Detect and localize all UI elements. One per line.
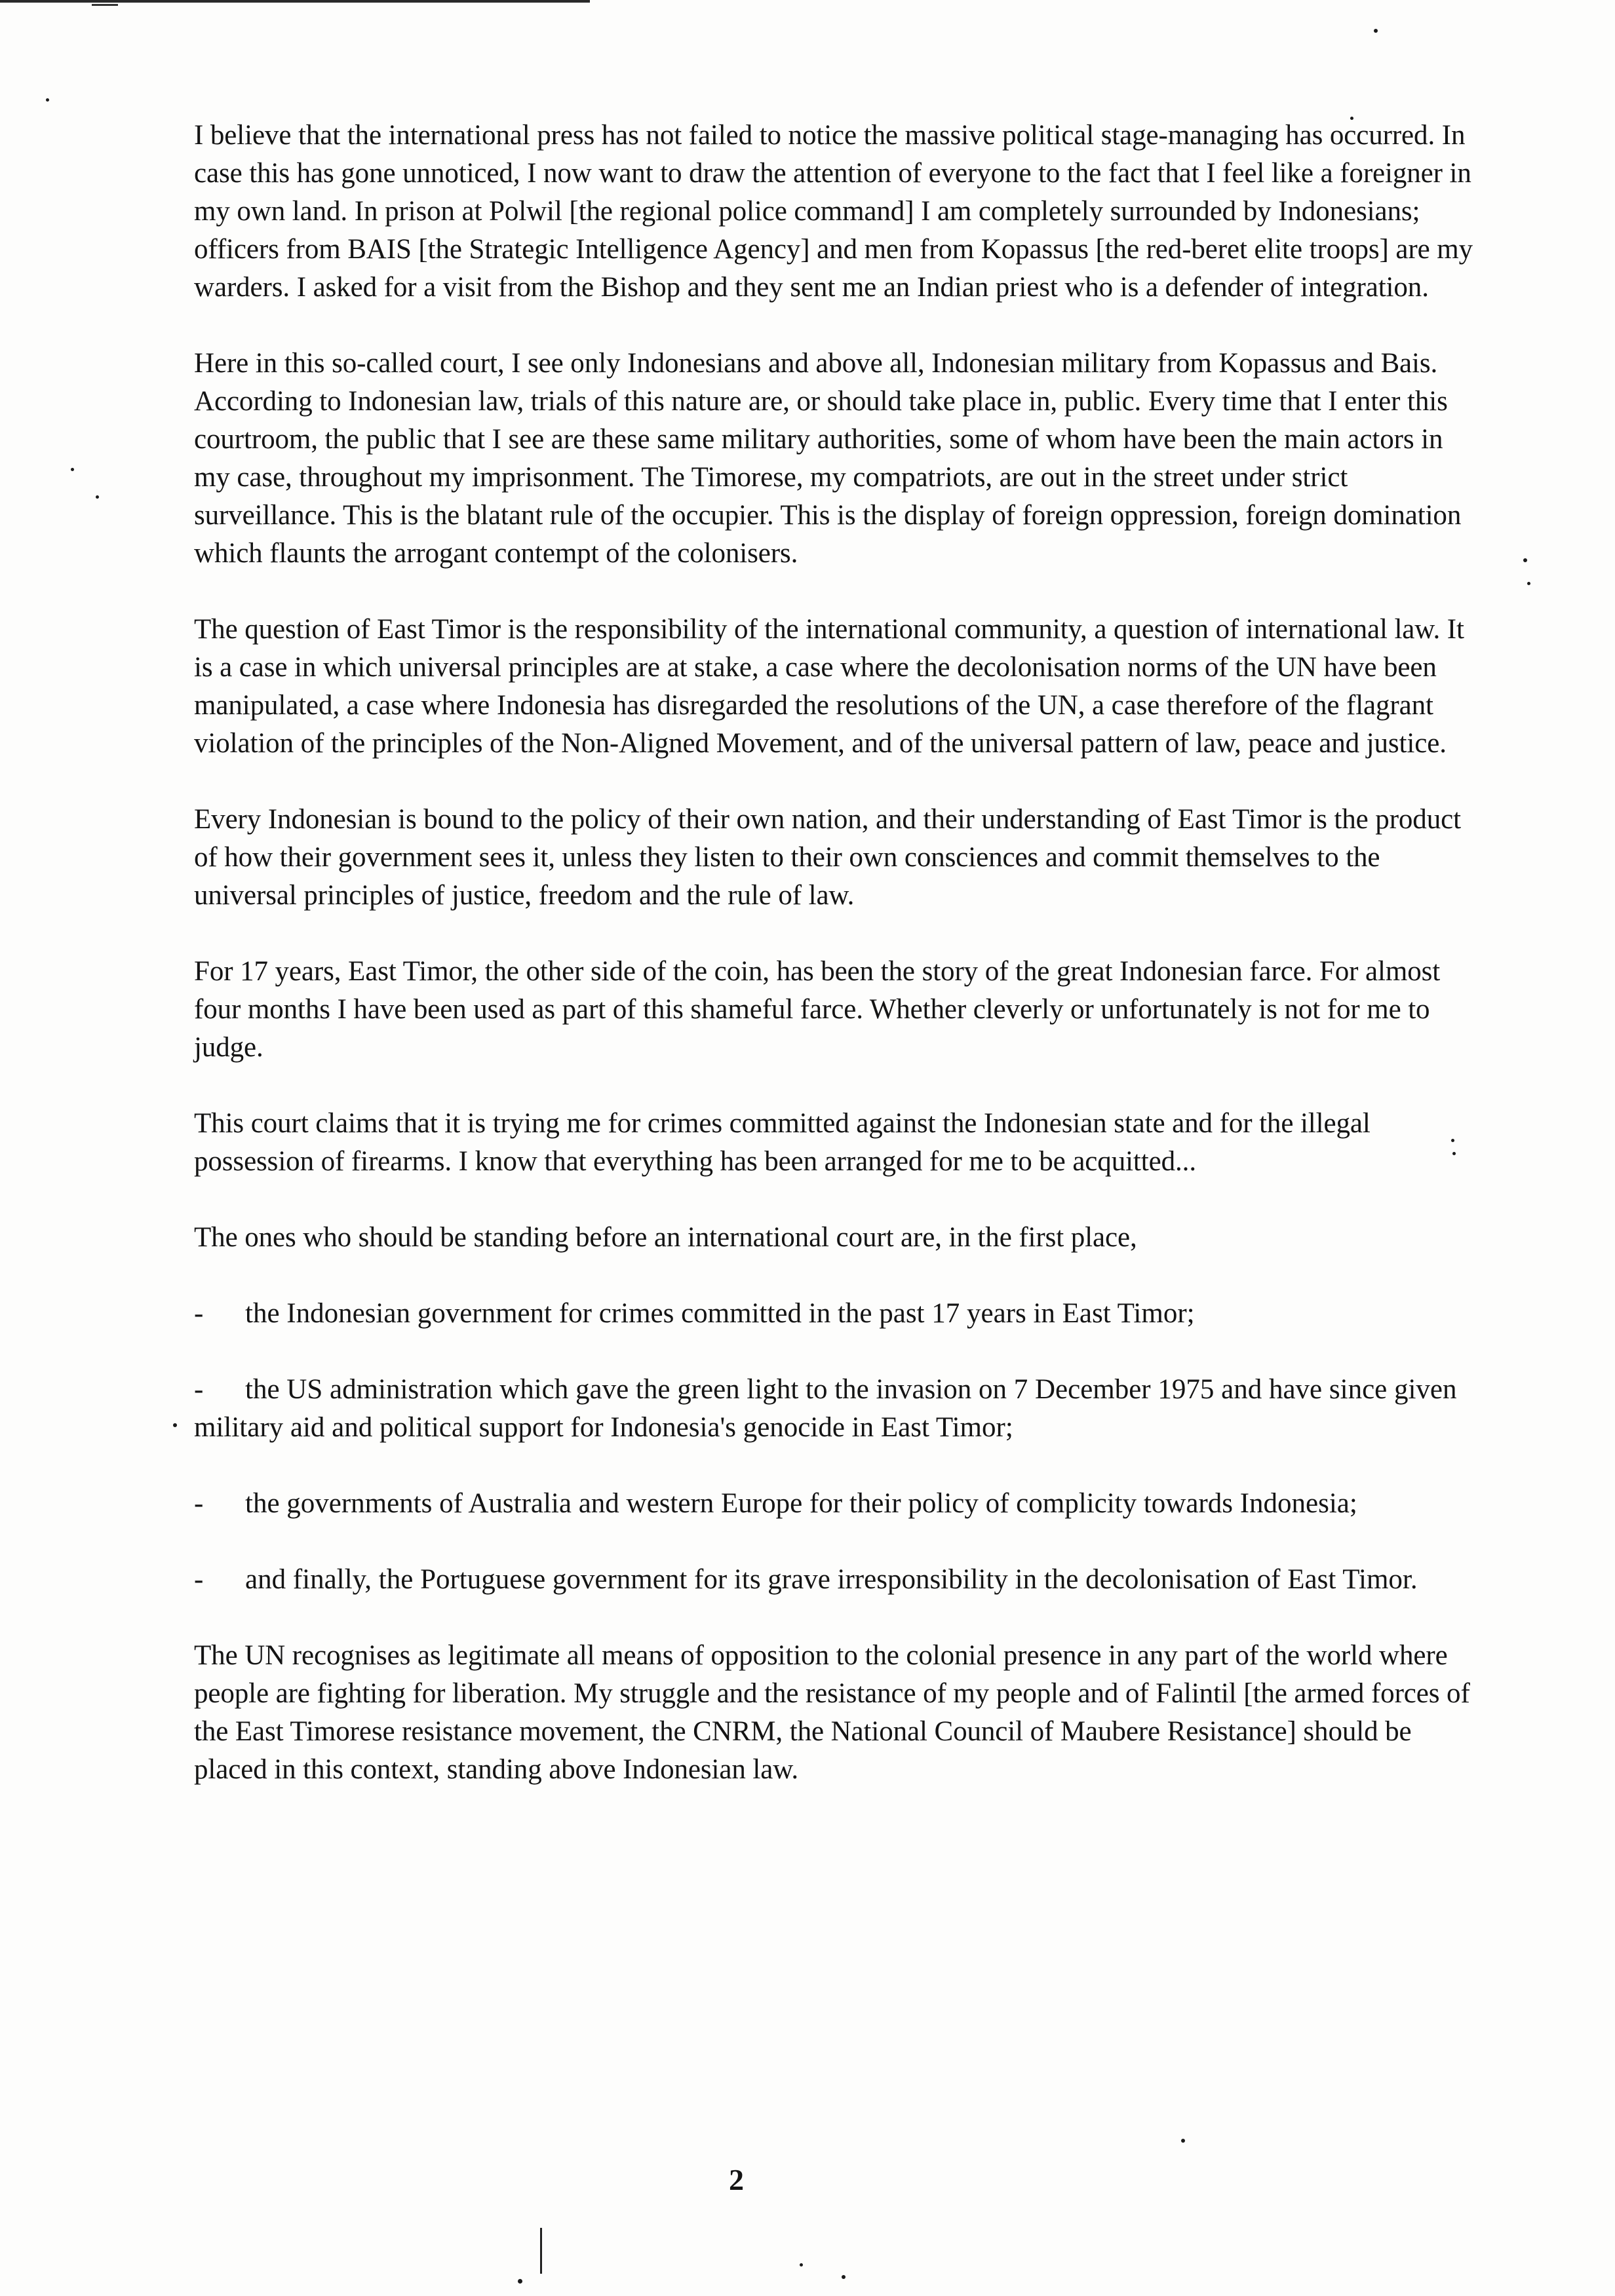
scan-speck — [518, 2279, 522, 2284]
page-number: 2 — [729, 2163, 744, 2196]
paragraph: I believe that the international press has not failed to notice the massive political stage-managing has occurred. In case this has gone unnoticed, I now want to draw the attention of everyone to the fact that I feel like a foreigner in my own land. In prison at Polwil [the regional police command] I am completely surrounded by Indonesians; officers from BAIS [the Strategic Intelligence Agency] and men from Kopassus [the red-beret elite troops] are my warders. I asked for a visit from the Bishop and they sent me an Indian priest who is a defender of integration. — [194, 120, 1473, 303]
scan-speck — [1374, 29, 1378, 33]
scan-speck — [1523, 558, 1527, 562]
closing-paragraph: The UN recognises as legitimate all means of opposition to the colonial presence in any part of the world where people are fighting for liberation. My struggle and the resistance of my people and of Falintil [the armed forces of the East Timorese resistance movement, the CNRM, the National Council of Maubere Resistance] should be placed in this context, standing above Indonesian law. — [194, 1640, 1470, 1785]
list-dash: - — [194, 1564, 204, 1595]
list-item — [194, 1485, 1479, 1523]
list-item — [194, 1295, 1479, 1333]
list-item-text: and finally, the Portuguese government for its grave irresponsibility in the decolonisation of East Timor. — [245, 1564, 1418, 1595]
scan-streak — [540, 2228, 542, 2274]
paragraph: The question of East Timor is the responsibility of the international community, a question of international law. It is a case in which universal principles are at stake, a case where the decolonisation norms of the UN have been manipulated, a case where Indonesia has disregarded the resolutions of the UN, a case therefore of the flagrant violation of the principles of the Non-Aligned Movement, and of the universal pattern of law, peace and justice. — [194, 614, 1464, 759]
list-dash: - — [194, 1488, 204, 1519]
list-item-text: the US administration which gave the green light to the invasion on 7 December 1975 and have since given military aid and political support for Indonesia's genocide in East Timor; — [194, 1374, 1457, 1443]
scan-speck — [842, 2275, 846, 2279]
list-dash: - — [194, 1298, 204, 1329]
document-body — [194, 117, 1479, 1827]
list-item-text: the governments of Australia and western Europe for their policy of complicity towards Indonesia; — [245, 1488, 1357, 1519]
top-edge-tick — [92, 4, 118, 6]
list-dash: - — [194, 1374, 204, 1405]
scan-speck — [71, 468, 74, 471]
scan-speck — [1527, 582, 1530, 585]
scan-speck — [173, 1423, 177, 1427]
paragraph: Here in this so-called court, I see only Indonesians and above all, Indonesian military from Kopassus and Bais. According to Indonesian law, trials of this nature are, or should take place in, public. Every time that I enter this courtroom, the public that I see are these same military authorities, some of whom have been the main actors in my case, throughout my imprisonment. The Timorese, my compatriots, are out in the street under strict surveillance. This is the blatant rule of the occupier. This is the display of foreign oppression, foreign domination which flaunts the arrogant contempt of the colonisers. — [194, 348, 1462, 569]
list-item — [194, 1561, 1479, 1599]
scan-speck — [1181, 2139, 1185, 2143]
scan-speck — [46, 98, 49, 102]
list-item — [194, 1371, 1479, 1447]
scan-speck — [800, 2263, 803, 2267]
top-edge-rule — [0, 0, 590, 3]
paragraph: This court claims that it is trying me for crimes committed against the Indonesian state and for the illegal possession of firearms. I know that everything has been arranged for me to be acquitted... — [194, 1108, 1371, 1177]
list-item-text: the Indonesian government for crimes committed in the past 17 years in East Timor; — [245, 1298, 1195, 1329]
paragraph: For 17 years, East Timor, the other side of the coin, has been the story of the great Indonesian farce. For almost four months I have been used as part of this shameful farce. Whether cleverly or unfortunately is not for me to judge. — [194, 956, 1441, 1063]
paragraph: Every Indonesian is bound to the policy of their own nation, and their understanding of East Timor is the product of how their government sees it, unless they listen to their own consciences and commit themselves to the universal principles of justice, freedom and the rule of law. — [194, 804, 1461, 911]
paragraph: The ones who should be standing before an international court are, in the first place, — [194, 1222, 1137, 1253]
scan-speck — [96, 495, 99, 499]
